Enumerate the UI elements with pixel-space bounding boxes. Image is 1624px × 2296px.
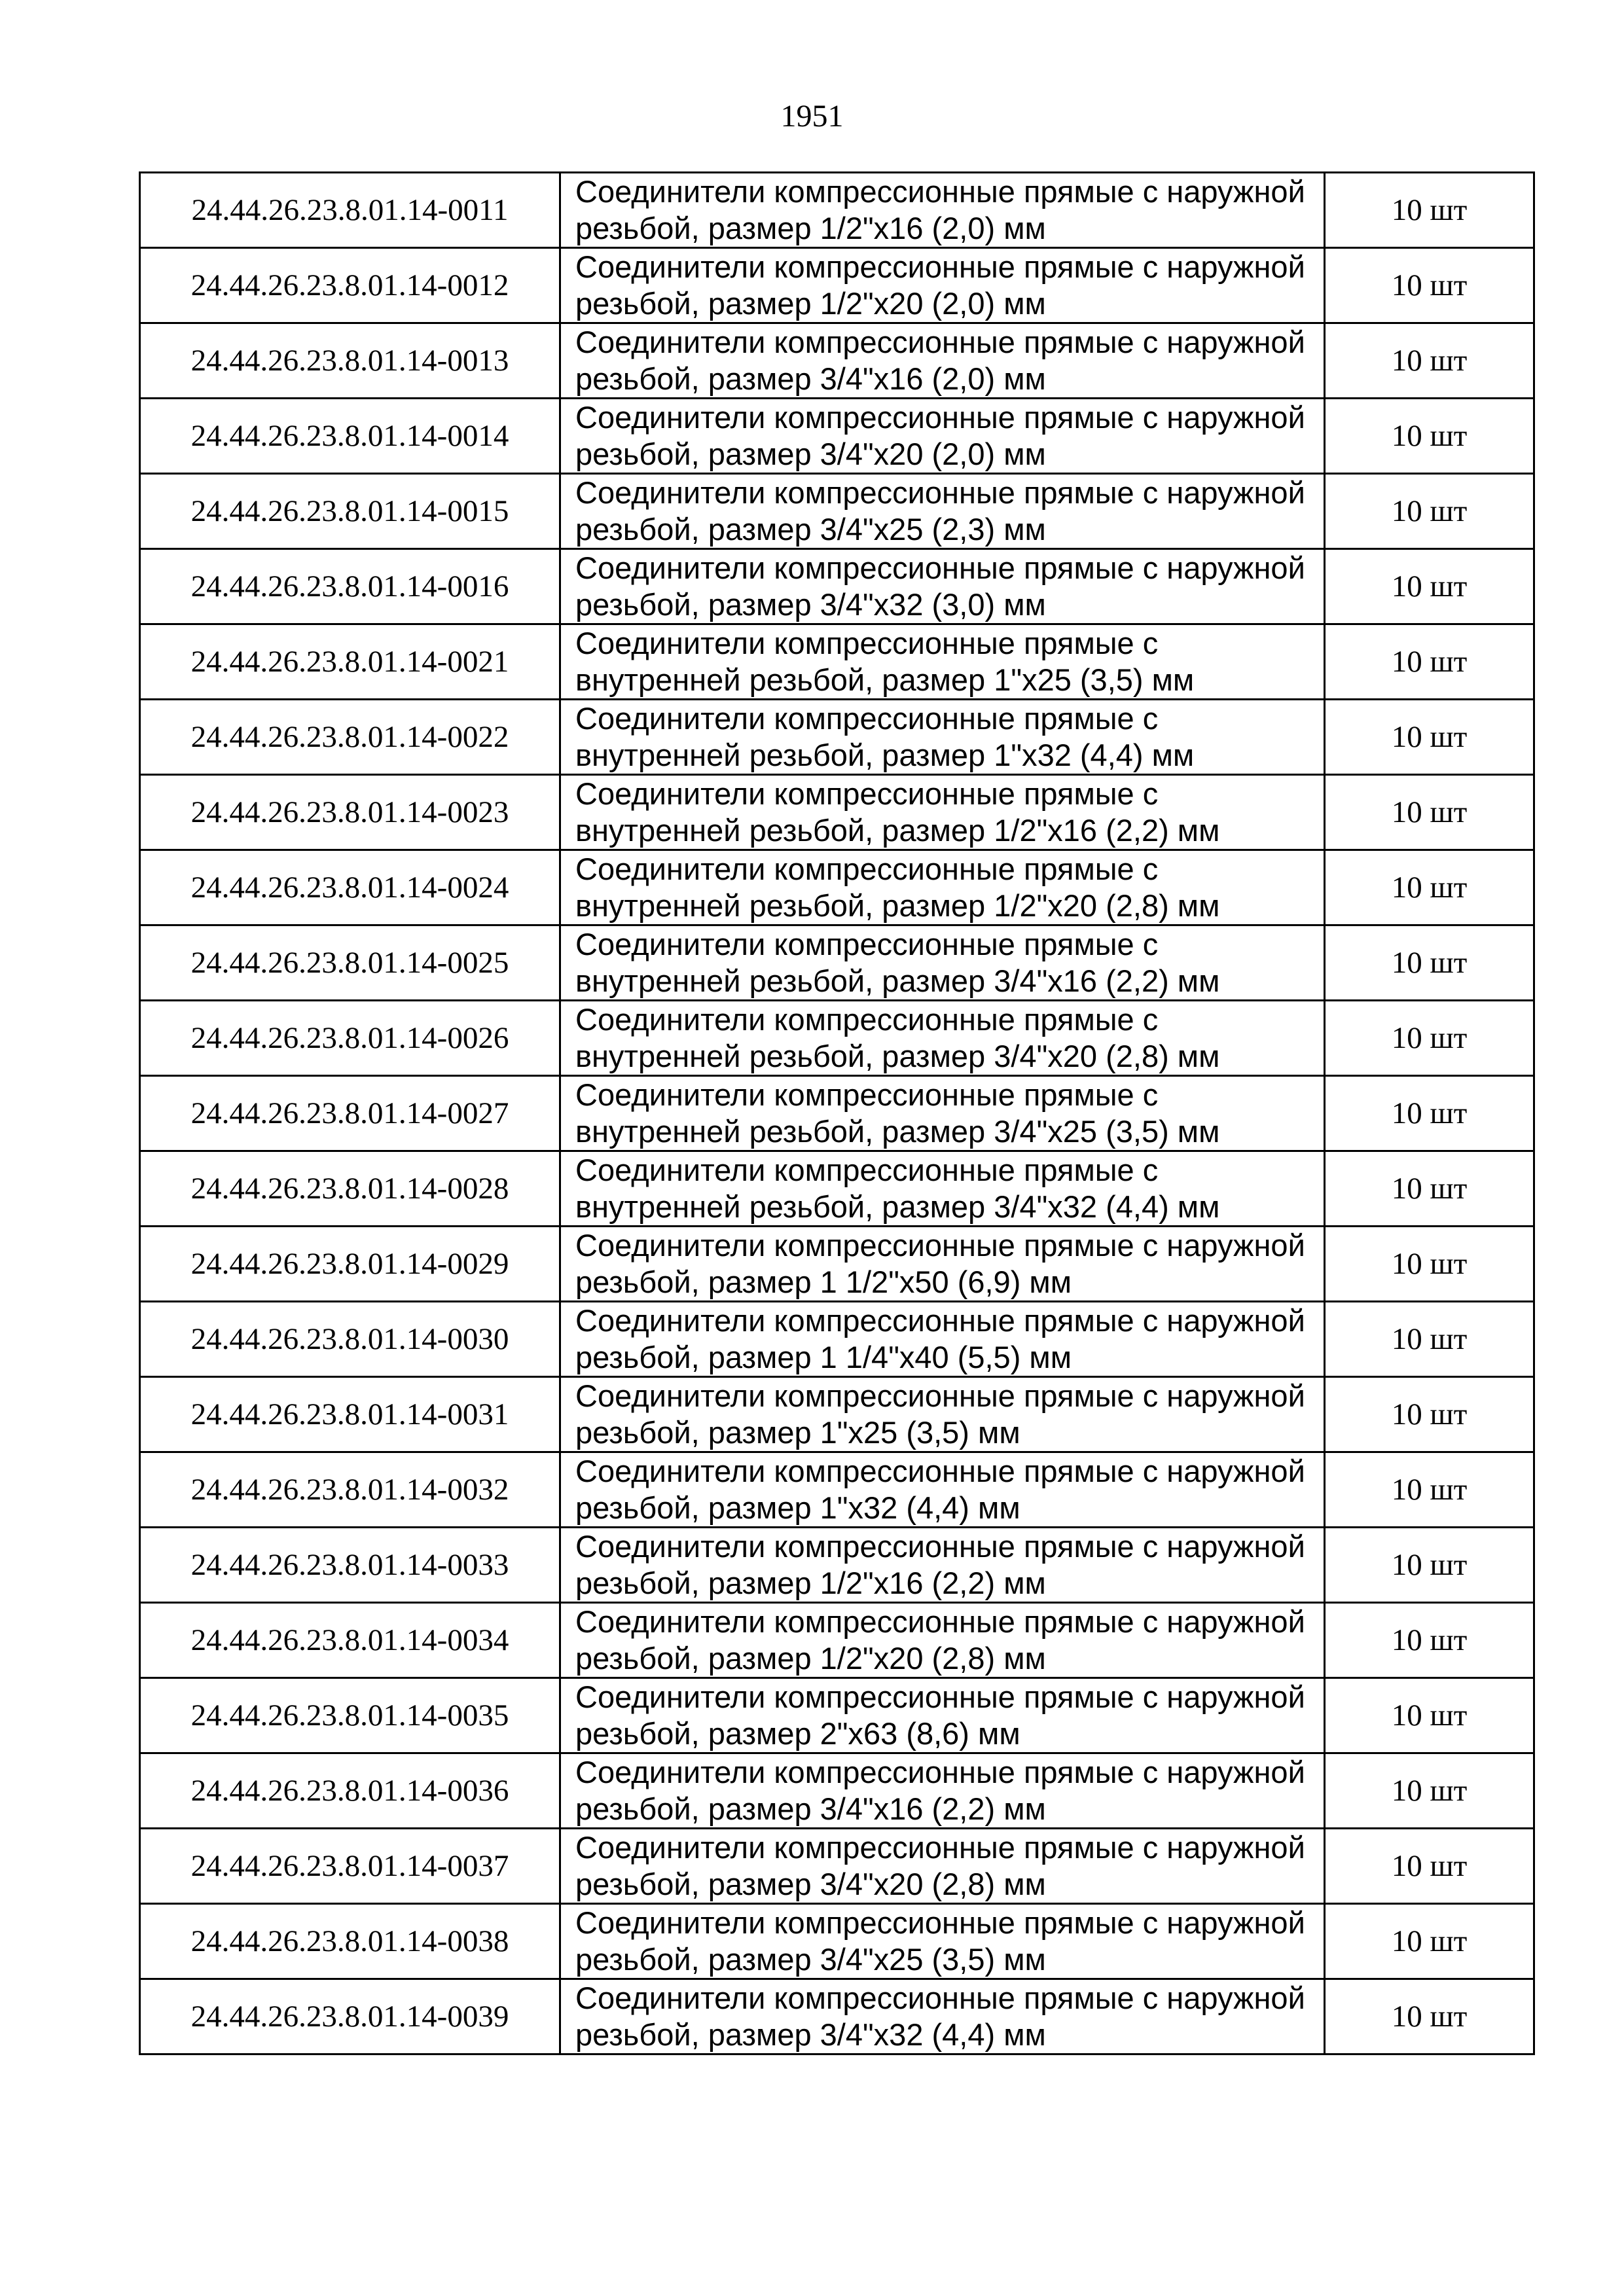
item-description-line-1: Соединители компрессионные прямые с bbox=[575, 701, 1159, 736]
item-description-line-2: резьбой, размер 1 1/4"x40 (5,5) мм bbox=[575, 1340, 1072, 1374]
table-row bbox=[140, 1377, 1534, 1452]
table-row bbox=[140, 1076, 1534, 1151]
item-quantity-cell: 10 шт bbox=[1325, 700, 1534, 775]
item-quantity-cell: 10 шт bbox=[1325, 925, 1534, 1001]
item-code-cell: 24.44.26.23.8.01.14-0039 bbox=[140, 1979, 560, 2054]
item-code-cell: 24.44.26.23.8.01.14-0025 bbox=[140, 925, 560, 1001]
item-description-cell bbox=[560, 549, 1325, 624]
table-row bbox=[140, 399, 1534, 474]
item-description-cell bbox=[560, 399, 1325, 474]
item-description-cell bbox=[560, 850, 1325, 925]
item-description-line-1: Соединители компрессионные прямые с bbox=[575, 852, 1159, 886]
item-quantity-cell: 10 шт bbox=[1325, 1377, 1534, 1452]
item-quantity-cell: 10 шт bbox=[1325, 173, 1534, 248]
item-description-line-1: Соединители компрессионные прямые с наружной bbox=[575, 550, 1305, 585]
item-description-line-1: Соединители компрессионные прямые с наружной bbox=[575, 325, 1305, 359]
item-description-line-1: Соединители компрессионные прямые с bbox=[575, 776, 1159, 811]
item-code-cell: 24.44.26.23.8.01.14-0038 bbox=[140, 1904, 560, 1979]
item-description-line-2: резьбой, размер 2"x63 (8,6) мм bbox=[575, 1716, 1020, 1751]
item-description-cell bbox=[560, 248, 1325, 323]
item-description-line-1: Соединители компрессионные прямые с наружной bbox=[575, 1830, 1305, 1865]
item-description-line-2: резьбой, размер 3/4"x32 (3,0) мм bbox=[575, 587, 1046, 622]
item-code-cell: 24.44.26.23.8.01.14-0031 bbox=[140, 1377, 560, 1452]
item-description-line-1: Соединители компрессионные прямые с наружной bbox=[575, 249, 1305, 284]
item-description-cell bbox=[560, 1829, 1325, 1904]
table-row bbox=[140, 1302, 1534, 1377]
item-description-cell bbox=[560, 1227, 1325, 1302]
table-row bbox=[140, 1603, 1534, 1678]
item-description-line-1: Соединители компрессионные прямые с наружной bbox=[575, 1981, 1305, 2015]
table-row bbox=[140, 700, 1534, 775]
item-quantity-cell: 10 шт bbox=[1325, 1001, 1534, 1076]
item-description-line-2: резьбой, размер 1"x25 (3,5) мм bbox=[575, 1415, 1020, 1450]
item-description-line-2: резьбой, размер 1/2"x16 (2,0) мм bbox=[575, 211, 1046, 245]
item-description-cell bbox=[560, 474, 1325, 549]
item-quantity-cell: 10 шт bbox=[1325, 549, 1534, 624]
item-code-cell: 24.44.26.23.8.01.14-0027 bbox=[140, 1076, 560, 1151]
item-description-line-1: Соединители компрессионные прямые с наружной bbox=[575, 1454, 1305, 1488]
item-description-cell bbox=[560, 1904, 1325, 1979]
item-code-cell: 24.44.26.23.8.01.14-0021 bbox=[140, 624, 560, 700]
item-description-line-1: Соединители компрессионные прямые с наружной bbox=[575, 1303, 1305, 1338]
item-description-cell bbox=[560, 1302, 1325, 1377]
item-description-line-2: резьбой, размер 3/4"x32 (4,4) мм bbox=[575, 2017, 1046, 2052]
item-description-cell bbox=[560, 1678, 1325, 1753]
item-description-cell bbox=[560, 1528, 1325, 1603]
item-description-line-2: резьбой, размер 1/2"x20 (2,0) мм bbox=[575, 286, 1046, 321]
item-code-cell: 24.44.26.23.8.01.14-0012 bbox=[140, 248, 560, 323]
item-description-line-1: Соединители компрессионные прямые с bbox=[575, 626, 1159, 660]
table-row bbox=[140, 850, 1534, 925]
item-code-cell: 24.44.26.23.8.01.14-0029 bbox=[140, 1227, 560, 1302]
item-quantity-cell: 10 шт bbox=[1325, 624, 1534, 700]
item-description-cell bbox=[560, 1076, 1325, 1151]
table-row bbox=[140, 624, 1534, 700]
item-quantity-cell: 10 шт bbox=[1325, 1753, 1534, 1829]
item-code-cell: 24.44.26.23.8.01.14-0024 bbox=[140, 850, 560, 925]
item-quantity-cell: 10 шт bbox=[1325, 1452, 1534, 1528]
table-row bbox=[140, 549, 1534, 624]
item-description-line-2: резьбой, размер 3/4"x16 (2,0) мм bbox=[575, 361, 1046, 396]
item-description-line-1: Соединители компрессионные прямые с наружной bbox=[575, 1228, 1305, 1263]
item-description-line-1: Соединители компрессионные прямые с bbox=[575, 1153, 1159, 1187]
item-description-line-2: резьбой, размер 1"x32 (4,4) мм bbox=[575, 1490, 1020, 1525]
item-code-cell: 24.44.26.23.8.01.14-0033 bbox=[140, 1528, 560, 1603]
item-quantity-cell: 10 шт bbox=[1325, 775, 1534, 850]
items-table bbox=[139, 171, 1535, 2055]
item-code-cell: 24.44.26.23.8.01.14-0015 bbox=[140, 474, 560, 549]
item-code-cell: 24.44.26.23.8.01.14-0037 bbox=[140, 1829, 560, 1904]
item-description-cell bbox=[560, 1753, 1325, 1829]
item-description-line-2: резьбой, размер 1/2"x20 (2,8) мм bbox=[575, 1641, 1046, 1676]
table-row bbox=[140, 248, 1534, 323]
item-code-cell: 24.44.26.23.8.01.14-0014 bbox=[140, 399, 560, 474]
page-number: 1951 bbox=[780, 99, 844, 134]
table-row bbox=[140, 925, 1534, 1001]
item-quantity-cell: 10 шт bbox=[1325, 1227, 1534, 1302]
item-quantity-cell: 10 шт bbox=[1325, 1678, 1534, 1753]
item-description-line-2: внутренней резьбой, размер 3/4"x25 (3,5) мм bbox=[575, 1114, 1220, 1149]
table-row bbox=[140, 173, 1534, 248]
item-code-cell: 24.44.26.23.8.01.14-0035 bbox=[140, 1678, 560, 1753]
item-description-line-1: Соединители компрессионные прямые с наружной bbox=[575, 1905, 1305, 1940]
item-code-cell: 24.44.26.23.8.01.14-0032 bbox=[140, 1452, 560, 1528]
item-quantity-cell: 10 шт bbox=[1325, 323, 1534, 399]
item-code-cell: 24.44.26.23.8.01.14-0030 bbox=[140, 1302, 560, 1377]
table-row bbox=[140, 1904, 1534, 1979]
item-quantity-cell: 10 шт bbox=[1325, 850, 1534, 925]
item-description-line-1: Соединители компрессионные прямые с наружной bbox=[575, 1529, 1305, 1564]
item-description-cell bbox=[560, 323, 1325, 399]
item-quantity-cell: 10 шт bbox=[1325, 1979, 1534, 2054]
item-description-line-2: внутренней резьбой, размер 1"x25 (3,5) мм bbox=[575, 662, 1195, 697]
table-row bbox=[140, 1001, 1534, 1076]
item-code-cell: 24.44.26.23.8.01.14-0034 bbox=[140, 1603, 560, 1678]
item-description-line-1: Соединители компрессионные прямые с наружной bbox=[575, 1755, 1305, 1789]
item-code-cell: 24.44.26.23.8.01.14-0013 bbox=[140, 323, 560, 399]
item-description-cell bbox=[560, 1603, 1325, 1678]
item-description-line-2: внутренней резьбой, размер 1/2"x16 (2,2) мм bbox=[575, 813, 1220, 848]
table-row bbox=[140, 1979, 1534, 2054]
table-row bbox=[140, 474, 1534, 549]
item-description-line-1: Соединители компрессионные прямые с наружной bbox=[575, 475, 1305, 510]
item-description-line-2: внутренней резьбой, размер 3/4"x32 (4,4) мм bbox=[575, 1189, 1220, 1224]
table-row bbox=[140, 1151, 1534, 1227]
item-description-line-2: резьбой, размер 3/4"x25 (3,5) мм bbox=[575, 1942, 1046, 1977]
table-row bbox=[140, 323, 1534, 399]
item-description-line-2: резьбой, размер 3/4"x20 (2,0) мм bbox=[575, 437, 1046, 471]
item-description-line-2: внутренней резьбой, размер 1/2"x20 (2,8) мм bbox=[575, 888, 1220, 923]
item-description-line-1: Соединители компрессионные прямые с наружной bbox=[575, 1378, 1305, 1413]
item-description-line-2: внутренней резьбой, размер 3/4"x16 (2,2) мм bbox=[575, 963, 1220, 998]
item-description-line-1: Соединители компрессионные прямые с наружной bbox=[575, 400, 1305, 435]
item-quantity-cell: 10 шт bbox=[1325, 1528, 1534, 1603]
table-row bbox=[140, 1753, 1534, 1829]
table-row bbox=[140, 1678, 1534, 1753]
table-row bbox=[140, 1528, 1534, 1603]
item-description-cell bbox=[560, 775, 1325, 850]
item-quantity-cell: 10 шт bbox=[1325, 1076, 1534, 1151]
item-description-line-1: Соединители компрессионные прямые с наружной bbox=[575, 174, 1305, 209]
item-description-line-2: резьбой, размер 3/4"x20 (2,8) мм bbox=[575, 1867, 1046, 1901]
item-description-line-1: Соединители компрессионные прямые с bbox=[575, 1002, 1159, 1037]
item-description-cell bbox=[560, 925, 1325, 1001]
item-description-line-1: Соединители компрессионные прямые с наружной bbox=[575, 1679, 1305, 1714]
table-row bbox=[140, 1227, 1534, 1302]
item-description-cell bbox=[560, 624, 1325, 700]
item-description-line-2: резьбой, размер 3/4"x16 (2,2) мм bbox=[575, 1791, 1046, 1826]
item-quantity-cell: 10 шт bbox=[1325, 248, 1534, 323]
item-description-line-1: Соединители компрессионные прямые с bbox=[575, 927, 1159, 961]
item-quantity-cell: 10 шт bbox=[1325, 1904, 1534, 1979]
items-table-body bbox=[140, 173, 1534, 2054]
item-description-cell bbox=[560, 1151, 1325, 1227]
item-quantity-cell: 10 шт bbox=[1325, 1603, 1534, 1678]
item-description-line-2: резьбой, размер 1 1/2"x50 (6,9) мм bbox=[575, 1265, 1072, 1299]
item-description-line-2: внутренней резьбой, размер 3/4"x20 (2,8) мм bbox=[575, 1039, 1220, 1073]
item-description-line-2: резьбой, размер 3/4"x25 (2,3) мм bbox=[575, 512, 1046, 547]
item-code-cell: 24.44.26.23.8.01.14-0011 bbox=[140, 173, 560, 248]
item-quantity-cell: 10 шт bbox=[1325, 399, 1534, 474]
item-quantity-cell: 10 шт bbox=[1325, 1302, 1534, 1377]
item-code-cell: 24.44.26.23.8.01.14-0036 bbox=[140, 1753, 560, 1829]
item-code-cell: 24.44.26.23.8.01.14-0016 bbox=[140, 549, 560, 624]
table-row bbox=[140, 1452, 1534, 1528]
table-row bbox=[140, 1829, 1534, 1904]
item-description-line-2: внутренней резьбой, размер 1"x32 (4,4) мм bbox=[575, 738, 1195, 772]
item-description-cell bbox=[560, 1001, 1325, 1076]
item-code-cell: 24.44.26.23.8.01.14-0023 bbox=[140, 775, 560, 850]
item-code-cell: 24.44.26.23.8.01.14-0022 bbox=[140, 700, 560, 775]
item-quantity-cell: 10 шт bbox=[1325, 1151, 1534, 1227]
item-code-cell: 24.44.26.23.8.01.14-0028 bbox=[140, 1151, 560, 1227]
table-row bbox=[140, 775, 1534, 850]
item-code-cell: 24.44.26.23.8.01.14-0026 bbox=[140, 1001, 560, 1076]
item-description-cell bbox=[560, 1979, 1325, 2054]
item-description-cell bbox=[560, 700, 1325, 775]
item-description-line-1: Соединители компрессионные прямые с наружной bbox=[575, 1604, 1305, 1639]
item-description-line-1: Соединители компрессионные прямые с bbox=[575, 1077, 1159, 1112]
item-description-line-2: резьбой, размер 1/2"x16 (2,2) мм bbox=[575, 1566, 1046, 1600]
item-description-cell bbox=[560, 1377, 1325, 1452]
item-description-cell bbox=[560, 173, 1325, 248]
item-description-cell bbox=[560, 1452, 1325, 1528]
item-quantity-cell: 10 шт bbox=[1325, 1829, 1534, 1904]
item-quantity-cell: 10 шт bbox=[1325, 474, 1534, 549]
